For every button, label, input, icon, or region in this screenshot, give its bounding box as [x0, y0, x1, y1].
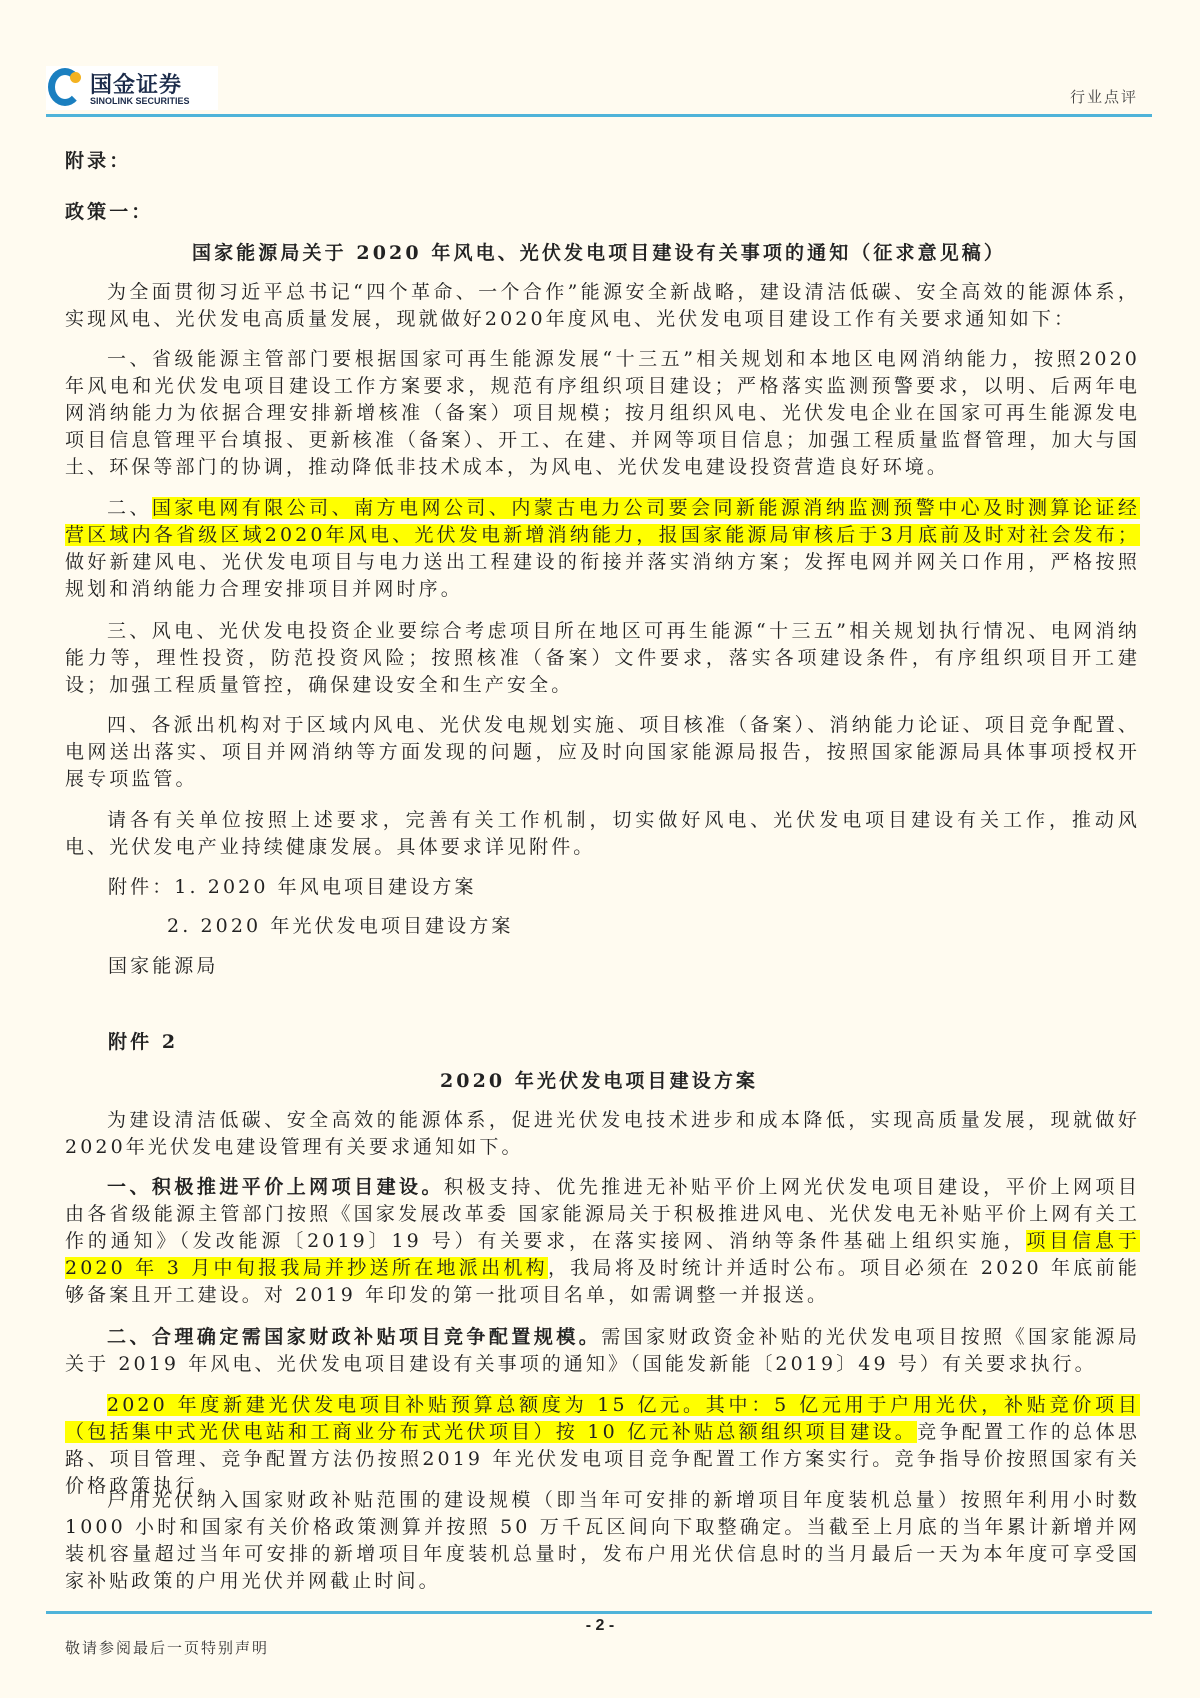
text-segment: 三、风电、光伏发电投资企业要综合考虑项目所在地区可再生能源“十三五”相关规划执行情况、电网消纳能力等，理性投资，防范投资风险；按照核准（备案）文件要求，落实各项建设条件，有序组织项目开工建设；加强工程质量管控，确保建设安全和生产安全。: [65, 620, 1140, 696]
text-segment: 四、各派出机构对于区域内风电、光伏发电规划实施、项目核准（备案）、消纳能力论证、项目竞争配置、电网送出落实、项目并网消纳等方面发现的问题，应及时向国家能源局报告，按照国家能源局具体事项授权开展专项监管。: [65, 714, 1140, 790]
bold-heading: 一、积极推进平价上网项目建设。: [107, 1176, 444, 1198]
paragraph: [65, 346, 1140, 481]
text-segment: 为全面贯彻习近平总书记“四个革命、一个合作”能源安全新战略，建设清洁低碳、安全高效的能源体系，实现风电、光伏发电高质量发展，现就做好2020年度风电、光伏发电项目建设工作有关要求通知如下：: [65, 281, 1140, 330]
logo-cn: 国金证券: [90, 73, 183, 98]
sinolink-logo: [46, 66, 218, 110]
paragraph: [65, 1392, 1140, 1500]
paragraph: [65, 1487, 1140, 1595]
text-segment: 需国家财政资金补贴的光伏发电项目按照《国家能源局关于 2019 年风电、光伏发电项目建设有关事项的通知》（国能发新能〔2019〕49 号）有关要求执行。: [65, 1326, 1140, 1375]
text-segment: ，我局将及时统计并适时公布。项目必须在 2020 年底前能够备案且开工建设。对 2019 年印发的第一批项目名单，如需调整一并报送。: [65, 1257, 1140, 1306]
attachment2-label: 附件 2: [108, 1031, 179, 1053]
attachment-2: 2. 2020 年光伏发电项目建设方案: [167, 915, 514, 937]
attachment-1: 附件：1. 2020 年风电项目建设方案: [108, 876, 477, 898]
highlighted-text: 国家电网有限公司、南方电网公司、内蒙古电力公司要会同新能源消纳监测预警中心及时测算论证经营区域内各省级区域2020年风电、光伏发电新增消纳能力，报国家能源局审核后于3月底前及时对社会发布；: [65, 497, 1141, 546]
text-segment: 做好新建风电、光伏发电项目与电力送出工程建设的衔接并落实消纳方案；发挥电网并网关口作用，严格按照规划和消纳能力合理安排项目并网时序。: [65, 551, 1140, 600]
paragraph: [65, 1174, 1140, 1309]
logo-dot-icon: [70, 72, 81, 83]
paragraph: [65, 1324, 1140, 1378]
report-category: 行业点评: [1069, 88, 1138, 106]
paragraph: [65, 1107, 1140, 1161]
notice-title: 国家能源局关于 2020 年风电、光伏发电项目建设有关事项的通知（征求意见稿）: [191, 242, 1006, 264]
text-segment: 二、: [107, 497, 152, 519]
paragraph: [65, 618, 1140, 699]
text-segment: 积极支持、优先推进无补贴平价上网光伏发电项目建设，平价上网项目由各省级能源主管部门按照《国家发展改革委 国家能源局关于积极推进风电、光伏发电无补贴平价上网有关工作的通知》（发改能源〔2019〕19 号）有关要求，在落实接网、消纳等条件基础上组织实施，: [65, 1176, 1140, 1252]
text-segment: 请各有关单位按照上述要求，完善有关工作机制，切实做好风电、光伏发电项目建设有关工作，推动风电、光伏发电产业持续健康发展。具体要求详见附件。: [65, 809, 1140, 858]
header-rule: [46, 114, 1152, 117]
signature: 国家能源局: [108, 955, 219, 977]
paragraph: [65, 712, 1140, 793]
text-segment: 为建设清洁低碳、安全高效的能源体系，促进光伏发电技术进步和成本降低，实现高质量发展，现就做好2020年光伏发电建设管理有关要求通知如下。: [65, 1109, 1140, 1158]
bold-heading: 二、合理确定需国家财政补贴项目竞争配置规模。: [107, 1326, 602, 1348]
text-segment: 竞争配置工作的总体思路、项目管理、竞争配置方法仍按照2019 年光伏发电项目竞争配置工作方案实行。竞争指导价按照国家有关价格政策执行。: [65, 1421, 1140, 1497]
highlighted-text: 项目信息于 2020 年 3 月中旬报我局并抄送所在地派出机构: [65, 1230, 1140, 1279]
paragraph: [65, 807, 1140, 861]
plan-title: 2020 年光伏发电项目建设方案: [439, 1070, 759, 1092]
disclaimer: 敬请参阅最后一页特别声明: [65, 1639, 270, 1657]
paragraph: [65, 279, 1140, 333]
page-number: - 2 -: [585, 1617, 615, 1634]
highlighted-text: 2020 年度新建光伏发电项目补贴预算总额度为 15 亿元。其中：5 亿元用于户用光伏，补贴竞价项目（包括集中式光伏电站和工商业分布式光伏项目）按 10 亿元补贴总额组织项目建设。: [65, 1394, 1140, 1443]
footer-rule: [46, 1611, 1152, 1614]
policy-label: 政策一：: [65, 201, 154, 223]
appendix-label: 附录：: [65, 150, 132, 172]
text-segment: 户用光伏纳入国家财政补贴范围的建设规模（即当年可安排的新增项目年度装机总量）按照年利用小时数 1000 小时和国家有关价格政策测算并按照 50 万千瓦区间向下取整确定。当截至上月底的当年累计新增并网装机容量超过当年可安排的新增项目年度装机总量时，发布户用光伏信息时的当月最后一天为本年度可享受国家补贴政策的户用光伏并网截止时间。: [65, 1489, 1140, 1592]
paragraph: [65, 495, 1140, 603]
logo-en: SINOLINK SECURITIES: [90, 96, 190, 106]
text-segment: 一、省级能源主管部门要根据国家可再生能源发展“十三五”相关规划和本地区电网消纳能力，按照2020年风电和光伏发电项目建设工作方案要求，规范有序组织项目建设；严格落实监测预警要求，以明、后两年电网消纳能力为依据合理安排新增核准（备案）项目规模；按月组织风电、光伏发电企业在国家可再生能源发电项目信息管理平台填报、更新核准（备案）、开工、在建、并网等项目信息；加强工程质量监督管理，加大与国土、环保等部门的协调，推动降低非技术成本，为风电、光伏发电建设投资营造良好环境。: [65, 348, 1140, 478]
